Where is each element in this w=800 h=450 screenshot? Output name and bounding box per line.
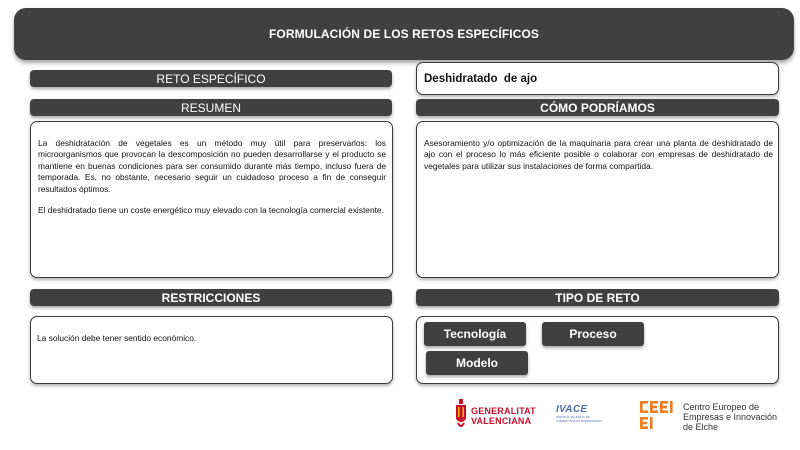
resumen-paragraph-2: El deshidratado tiene un coste energético muy elevado con la tecnología comercial existente. (38, 205, 384, 216)
gva-line-1: GENERALITAT (471, 406, 536, 416)
como-podriamos-header: CÓMO PODRÍAMOS (416, 99, 779, 116)
ceei-logo (640, 399, 780, 435)
resumen-box (30, 121, 393, 278)
como-podriamos-text: Asesoramiento y/o optimización de la maquinaria para crear una planta de deshidratado de ajo con el proceso lo más eficiente posible o colaborar con empresas de deshidratado de vegetales para utilizar sus instalaciones de forma compartida. (424, 138, 773, 171)
generalitat-valenciana-logo (454, 398, 544, 432)
tipo-de-reto-header: TIPO DE RETO (416, 289, 779, 306)
tipo-proceso-tag: Proceso (542, 322, 644, 346)
ivace-sub-2: COMPETITIVITAT EMPRESARIAL (556, 418, 603, 423)
restricciones-header: RESTRICCIONES (30, 289, 392, 306)
reto-especifico-value: Deshidratado de ajo (424, 73, 538, 85)
tipo-tecnologia-tag: Tecnología (424, 322, 526, 346)
gva-line-2: VALENCIANA (471, 415, 532, 426)
ivace-sub-1: INSTITUT VALENCIÀ DE (556, 415, 590, 419)
resumen-header: RESUMEN (30, 99, 392, 116)
ceei-mark-icon (640, 401, 678, 431)
restricciones-box (30, 316, 393, 384)
reto-especifico-header: RETO ESPECÍFICO (30, 70, 392, 87)
gva-crest-icon (454, 399, 468, 431)
como-podriamos-box (416, 121, 779, 278)
page-title: FORMULACIÓN DE LOS RETOS ESPECÍFICOS (14, 8, 794, 60)
ivace-logo (553, 404, 613, 430)
ceei-line-3: de Elche (683, 422, 719, 432)
ceei-line-2: Empresas e Innovación (683, 412, 778, 422)
ivace-name: IVACE (556, 404, 588, 415)
reto-especifico-value-box (416, 62, 779, 95)
ceei-line-1: Centro Europeo de (683, 402, 760, 412)
restricciones-text: La solución debe tener sentido económico. (37, 333, 197, 343)
tipo-modelo-tag: Modelo (426, 351, 528, 375)
resumen-paragraph-1: La deshidratación de vegetales es un método muy útil para preservarlos: los microorganismos que provocan la descomposición no pueden desarrollarse y el producto se mantiene en buenas condiciones para ser consumido durante más tiempo, incluso fuera de temporada. Es, no obstante, necesario seguir un cuidadoso proceso a fin de conseguir resultados óptimos. (38, 138, 386, 194)
